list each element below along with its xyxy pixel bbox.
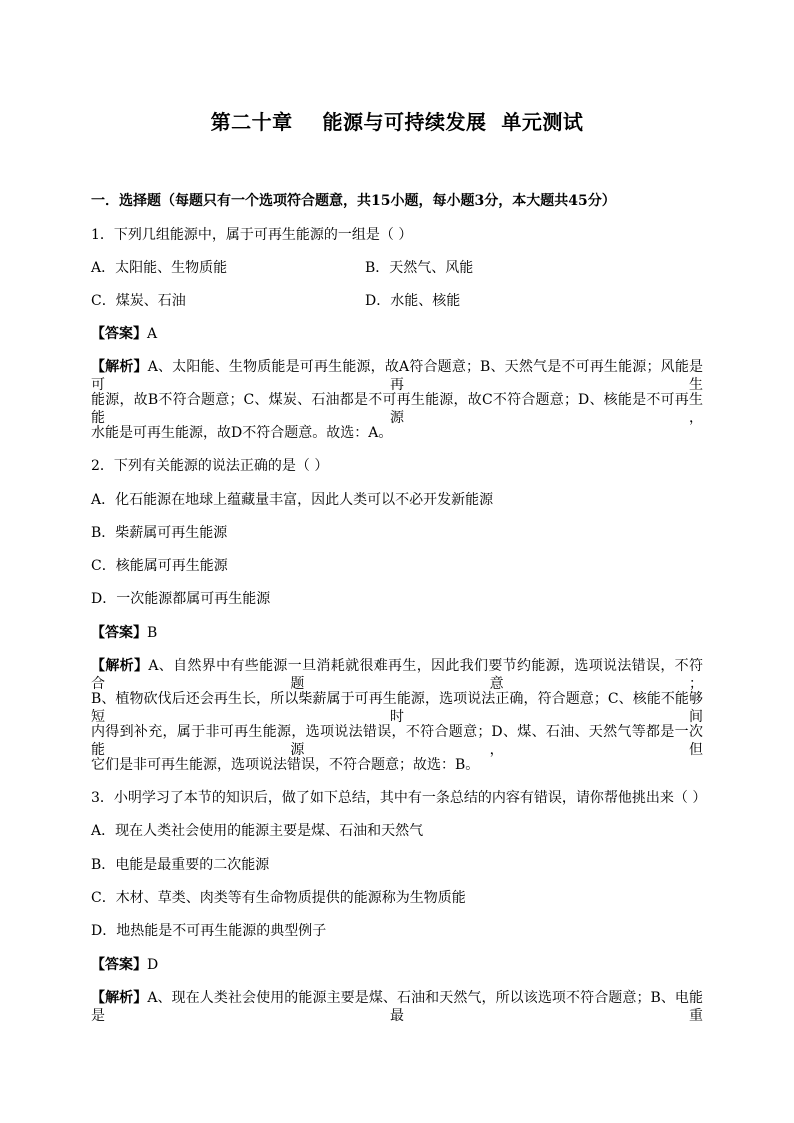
question-2-analysis-line-1 (91, 657, 703, 693)
question-3-stem: 3．小明学习了本节的知识后，做了如下总结，其中有一条总结的内容有错误，请你帮他挑出来（ ） (91, 790, 707, 806)
question-1-option-a: A．太阳能、生物质能 (91, 260, 228, 276)
analysis-tag: 【解析】 (91, 359, 148, 375)
question-2-stem: 2．下列有关能源的说法正确的是（ ） (91, 458, 329, 474)
analysis-text: A、太阳能、生物质能是可再生能源，故A符合题意；B、天然气是不可再生能源；风能是可再生 (91, 359, 703, 393)
question-2-option-c: C．核能属可再生能源 (91, 558, 228, 574)
question-1-analysis-line-3: 水能是可再生能源，故D不符合题意。故选：A。 (91, 425, 393, 441)
page-title: 第二十章 能源与可持续发展 单元测试 (210, 110, 584, 134)
question-2-analysis-line-4: 它们是非可再生能源，选项说法错误，不符合题意；故选：B。 (91, 757, 480, 773)
question-2-option-d: D．一次能源都属可再生能源 (91, 591, 271, 607)
question-3-option-d: D．地热能是不可再生能源的典型例子 (91, 923, 327, 939)
analysis-tag: 【解析】 (91, 658, 149, 674)
question-1-answer (91, 325, 157, 343)
analysis-text: A、自然界中有些能源一旦消耗就很难再生，因此我们要节约能源，选项说法错误，不符合题意； (91, 658, 704, 692)
analysis-text: A、现在人类社会使用的能源主要是煤、石油和天然气，所以该选项不符合题意；B、电能是最重 (91, 990, 703, 1024)
question-2-option-a: A．化石能源在地球上蕴藏量丰富，因此人类可以不必开发新能源 (91, 492, 494, 508)
question-2-option-b: B．柴薪属可再生能源 (91, 525, 228, 541)
question-2-analysis-line-3: 内得到补充，属于非可再生能源，选项说法错误，不符合题意；D、煤、石油、天然气等都是一次能源，但 (91, 724, 703, 758)
question-3-option-c: C．木材、草类、肉类等有生命物质提供的能源称为生物质能 (91, 890, 466, 906)
question-3-option-a: A．现在人类社会使用的能源主要是煤、石油和天然气 (91, 823, 424, 839)
question-1-option-b: B．天然气、风能 (365, 260, 474, 276)
question-3-answer (91, 956, 158, 974)
question-2-analysis-line-2: B、植物砍伐后还会再生长，所以柴薪属于可再生能源，选项说法正确，符合题意；C、核能不能够短时间 (91, 691, 703, 725)
answer-value: D (147, 957, 159, 973)
question-1-stem: 1．下列几组能源中，属于可再生能源的一组是（ ） (91, 227, 413, 243)
question-3-analysis-line-1 (91, 989, 703, 1025)
section-heading: 一．选择题（每题只有一个选项符合题意，共15小题，每小题3分，本大题共45分） (91, 193, 616, 209)
question-1-option-d: D．水能、核能 (365, 293, 461, 309)
question-3-option-b: B．电能是最重要的二次能源 (91, 857, 270, 873)
question-1-analysis-line-2: 能源，故B不符合题意；C、煤炭、石油都是不可再生能源，故C不符合题意；D、核能是不可再生能源， (91, 392, 703, 426)
question-1-analysis-line-1 (91, 358, 703, 394)
answer-tag: 【答案】 (91, 957, 147, 973)
question-2-answer (91, 624, 157, 642)
answer-tag: 【答案】 (91, 625, 147, 641)
answer-value: B (147, 625, 158, 641)
question-1-option-c: C．煤炭、石油 (91, 293, 186, 309)
answer-value: A (147, 326, 158, 342)
analysis-tag: 【解析】 (91, 990, 148, 1006)
answer-tag: 【答案】 (91, 326, 147, 342)
